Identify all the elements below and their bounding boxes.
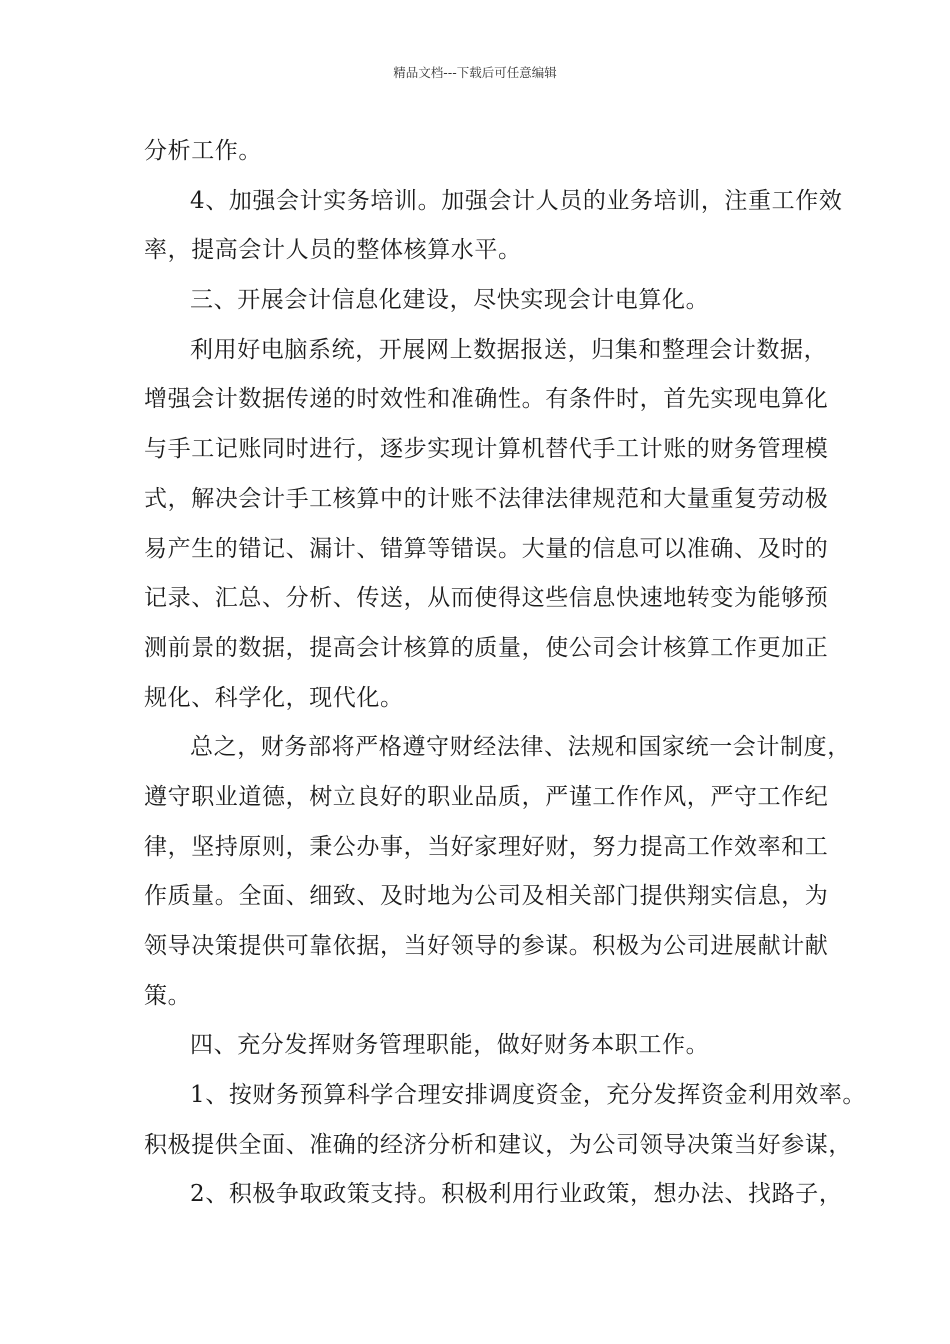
section-heading: 四、充分发挥财务管理职能，做好财务本职工作。 [190, 1032, 710, 1059]
text-line: 作质量。全面、细致、及时地为公司及相关部门提供翔实信息，为 [144, 883, 829, 910]
text-line: 总之，财务部将严格遵守财经法律、法规和国家统一会计制度， [190, 734, 851, 761]
text-line: 积极提供全面、准确的经济分析和建议，为公司领导决策当好参谋， [144, 1131, 852, 1158]
text-line: 与手工记账同时进行，逐步实现计算机替代手工计账的财务管理模 [144, 436, 829, 463]
text-line: 规化、科学化，现代化。 [144, 684, 404, 711]
text-line: 率，提高会计人员的整体核算水平。 [144, 237, 522, 264]
text-line: 易产生的错记、漏计、错算等错误。大量的信息可以准确、及时的 [144, 535, 829, 562]
document-body [144, 127, 867, 1220]
text-line: 遵守职业道德，树立良好的职业品质，严谨工作作风，严守工作纪 [144, 783, 829, 810]
text-line: 4、加强会计实务培训。加强会计人员的业务培训，注重工作效 [190, 187, 843, 214]
text-line: 测前景的数据，提高会计核算的质量，使公司会计核算工作更加正 [144, 634, 829, 661]
text-line: 分析工作。 [144, 138, 262, 164]
text-line: 增强会计数据传递的时效性和准确性。有条件时，首先实现电算化 [144, 386, 829, 413]
text-line: 策。 [144, 982, 192, 1009]
text-line: 2、积极争取政策支持。积极利用行业政策，想办法、找路子， [190, 1181, 843, 1208]
text-line: 1、按财务预算科学合理安排调度资金，充分发挥资金利用效率。 [190, 1082, 867, 1109]
text-line: 式，解决会计手工核算中的计账不法律法律规范和大量重复劳动极 [144, 485, 829, 512]
text-line: 领导决策提供可靠依据，当好领导的参谋。积极为公司进展献计献 [144, 933, 829, 959]
text-line: 律，坚持原则，秉公办事，当好家理好财，努力提高工作效率和工 [144, 833, 829, 860]
text-line: 记录、汇总、分析、传送，从而使得这些信息快速地转变为能够预 [144, 585, 829, 612]
page-header: 精品文档---下载后可任意编辑 [393, 65, 557, 80]
section-heading: 三、开展会计信息化建设，尽快实现会计电算化。 [190, 287, 710, 314]
text-line: 利用好电脑系统，开展网上数据报送，归集和整理会计数据， [190, 336, 828, 363]
